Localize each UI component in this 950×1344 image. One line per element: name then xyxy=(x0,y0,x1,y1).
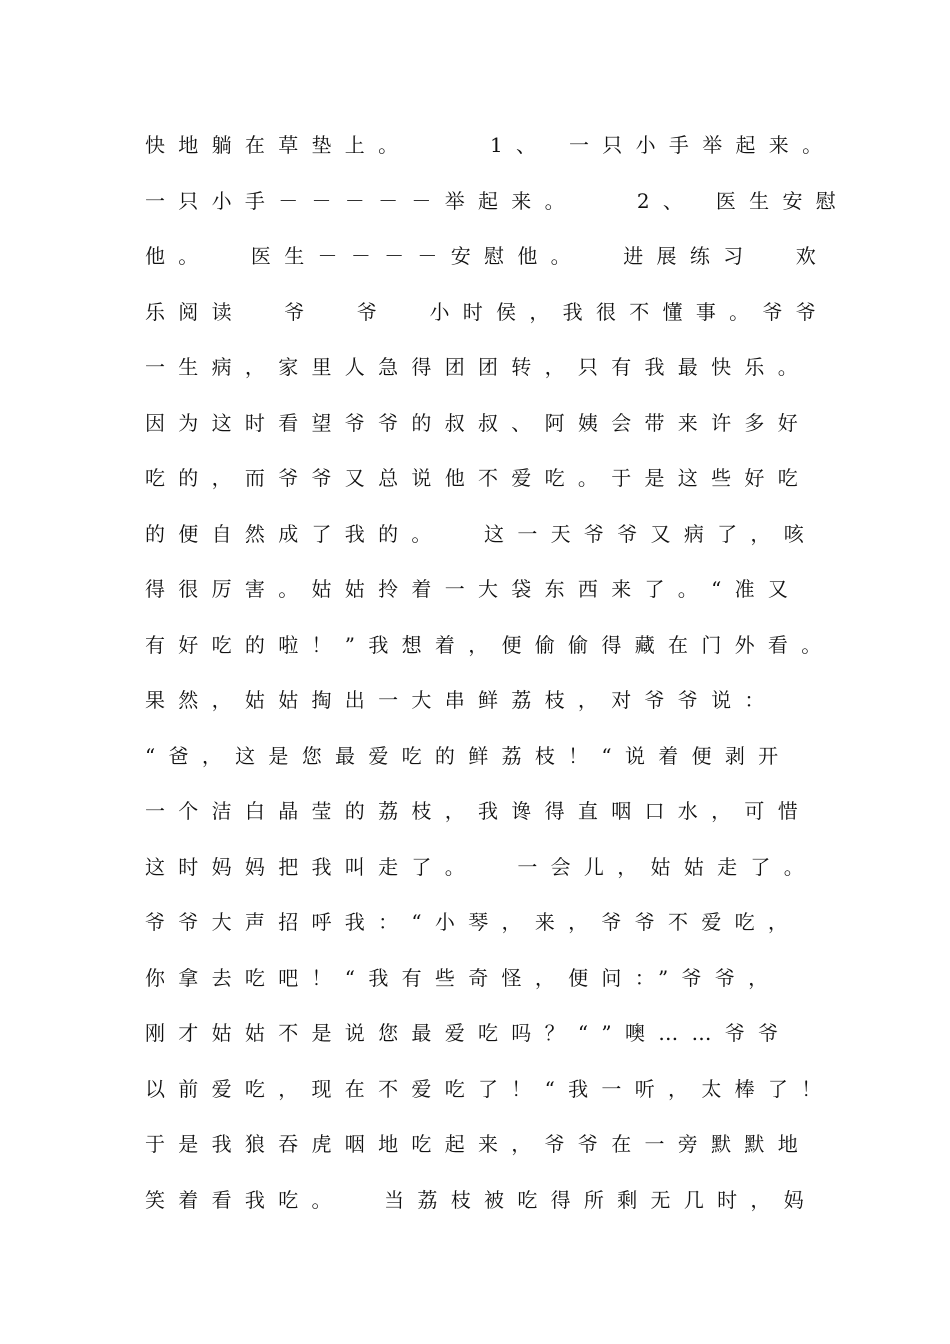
text-line: 刚才姑姑不是说您最爱吃吗？“”噢……爷爷 xyxy=(145,1021,792,1045)
text-line: “爸，这是您最爱吃的鲜荔枝！“说着便剥开 xyxy=(145,743,792,768)
text-line: 你拿去吃吧！“我有些奇怪，便问：”爷爷， xyxy=(145,965,782,990)
text-line: 这时妈妈把我叫走了。 一会儿，姑姑走了。 xyxy=(145,854,818,879)
text-line: 吃的，而爷爷又总说他不爱吃。于是这些好吃 xyxy=(145,466,811,490)
text-line: 一只小手－－－－－举起来。 2、 医生安慰 xyxy=(145,188,850,213)
text-line: 一个洁白晶莹的荔枝，我谗得直咽口水，可惜 xyxy=(145,799,811,823)
text-line: 的便自然成了我的。 这一天爷爷又病了，咳 xyxy=(145,521,818,546)
text-line: 快地躺在草垫上。 1、 一只小手举起来。 xyxy=(145,133,836,157)
text-line: 以前爱吃，现在不爱吃了！“我一听，太棒了！ xyxy=(145,1076,835,1101)
text-line: 因为这时看望爷爷的叔叔、阿姨会带来许多好 xyxy=(145,410,811,435)
text-line: 一生病，家里人急得团团转，只有我最快乐。 xyxy=(145,355,811,379)
text-line: 有好吃的啦！”我想着，便偷偷得藏在门外看。 xyxy=(145,632,835,657)
text-line: 他。 医生－－－－安慰他。 进展练习 欢 xyxy=(145,244,830,268)
body-text xyxy=(145,125,850,1235)
text-line: 笑着看我吃。 当荔枝被吃得所剩无几时，妈 xyxy=(145,1187,818,1212)
text-line: 爷爷大声招呼我：“小琴，来，爷爷不爱吃， xyxy=(145,910,802,934)
text-line: 果然，姑姑掏出一大串鲜荔枝，对爷爷说： xyxy=(145,688,778,712)
text-line: 得很厉害。姑姑拎着一大袋东西来了。“准又 xyxy=(145,577,802,601)
text-line: 于是我狼吞虎咽地吃起来，爷爷在一旁默默地 xyxy=(145,1132,811,1156)
text-line: 乐阅读 爷 爷 小时侯，我很不懂事。爷爷 xyxy=(145,299,830,324)
